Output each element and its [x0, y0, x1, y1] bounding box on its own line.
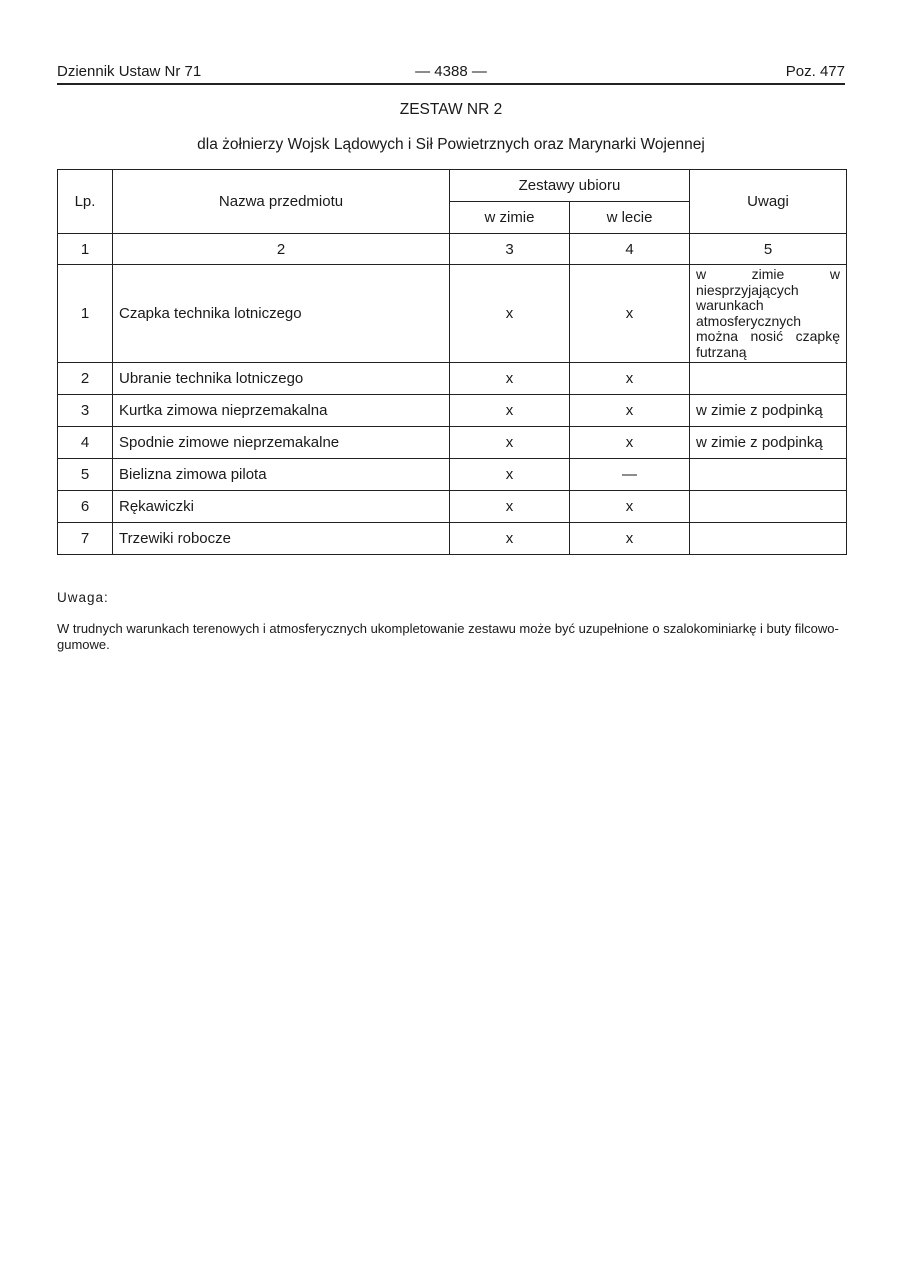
row-summer: — [570, 459, 690, 491]
table-row [58, 491, 847, 523]
row-name: Bielizna zimowa pilota [113, 459, 450, 491]
equipment-table [57, 169, 847, 555]
row-summer: x [570, 265, 690, 363]
table-row [58, 265, 847, 363]
journal-title: Dziennik Ustaw Nr 71 [57, 63, 202, 80]
row-summer: x [570, 395, 690, 427]
row-notes: w zimie w niesprzyjających warunkach atmosferycznych można nosić czapkę futrzaną [690, 265, 847, 363]
table-row [58, 427, 847, 459]
col-number: 1 [58, 234, 113, 265]
row-summer: x [570, 427, 690, 459]
row-winter: x [450, 491, 570, 523]
row-notes [690, 363, 847, 395]
col-number: 2 [113, 234, 450, 265]
col-number: 3 [450, 234, 570, 265]
row-summer: x [570, 363, 690, 395]
header-lp: Lp. [58, 170, 113, 234]
row-winter: x [450, 427, 570, 459]
table-row [58, 363, 847, 395]
header-sets: Zestawy ubioru [450, 170, 690, 202]
row-notes: w zimie z podpinką [690, 395, 847, 427]
col-number: 5 [690, 234, 847, 265]
header-winter: w zimie [450, 202, 570, 234]
document-subtitle: dla żołnierzy Wojsk Lądowych i Sił Powietrznych oraz Marynarki Wojennej [197, 136, 705, 153]
header-notes: Uwagi [690, 170, 847, 234]
note-label: Uwaga: [57, 590, 109, 605]
row-name: Kurtka zimowa nieprzemakalna [113, 395, 450, 427]
row-winter: x [450, 265, 570, 363]
header-summer: w lecie [570, 202, 690, 234]
position-number: Poz. 477 [785, 63, 845, 80]
row-winter: x [450, 523, 570, 555]
row-name: Ubranie technika lotniczego [113, 363, 450, 395]
row-lp: 2 [58, 363, 113, 395]
row-name: Czapka technika lotniczego [113, 265, 450, 363]
header-name: Nazwa przedmiotu [113, 170, 450, 234]
table-row [58, 395, 847, 427]
document-title: ZESTAW NR 2 [399, 101, 503, 118]
table-row [58, 459, 847, 491]
column-numbers-row [58, 234, 847, 265]
row-notes [690, 491, 847, 523]
page-number: — 4388 — [415, 63, 487, 80]
row-name: Spodnie zimowe nieprzemakalne [113, 427, 450, 459]
col-number: 4 [570, 234, 690, 265]
row-lp: 6 [58, 491, 113, 523]
row-lp: 7 [58, 523, 113, 555]
row-winter: x [450, 395, 570, 427]
row-name: Trzewiki robocze [113, 523, 450, 555]
row-name: Rękawiczki [113, 491, 450, 523]
row-summer: x [570, 491, 690, 523]
row-lp: 3 [58, 395, 113, 427]
row-winter: x [450, 459, 570, 491]
row-notes [690, 459, 847, 491]
row-notes: w zimie z podpinką [690, 427, 847, 459]
row-winter: x [450, 363, 570, 395]
row-lp: 5 [58, 459, 113, 491]
row-lp: 4 [58, 427, 113, 459]
note-text: W trudnych warunkach terenowych i atmosferycznych ukompletowanie zestawu może być uzupełnione o szalokominiarkę i buty filcowo-gumowe. [57, 621, 839, 652]
table-row [58, 523, 847, 555]
row-notes [690, 523, 847, 555]
row-lp: 1 [58, 265, 113, 363]
page-header [57, 61, 845, 85]
row-summer: x [570, 523, 690, 555]
